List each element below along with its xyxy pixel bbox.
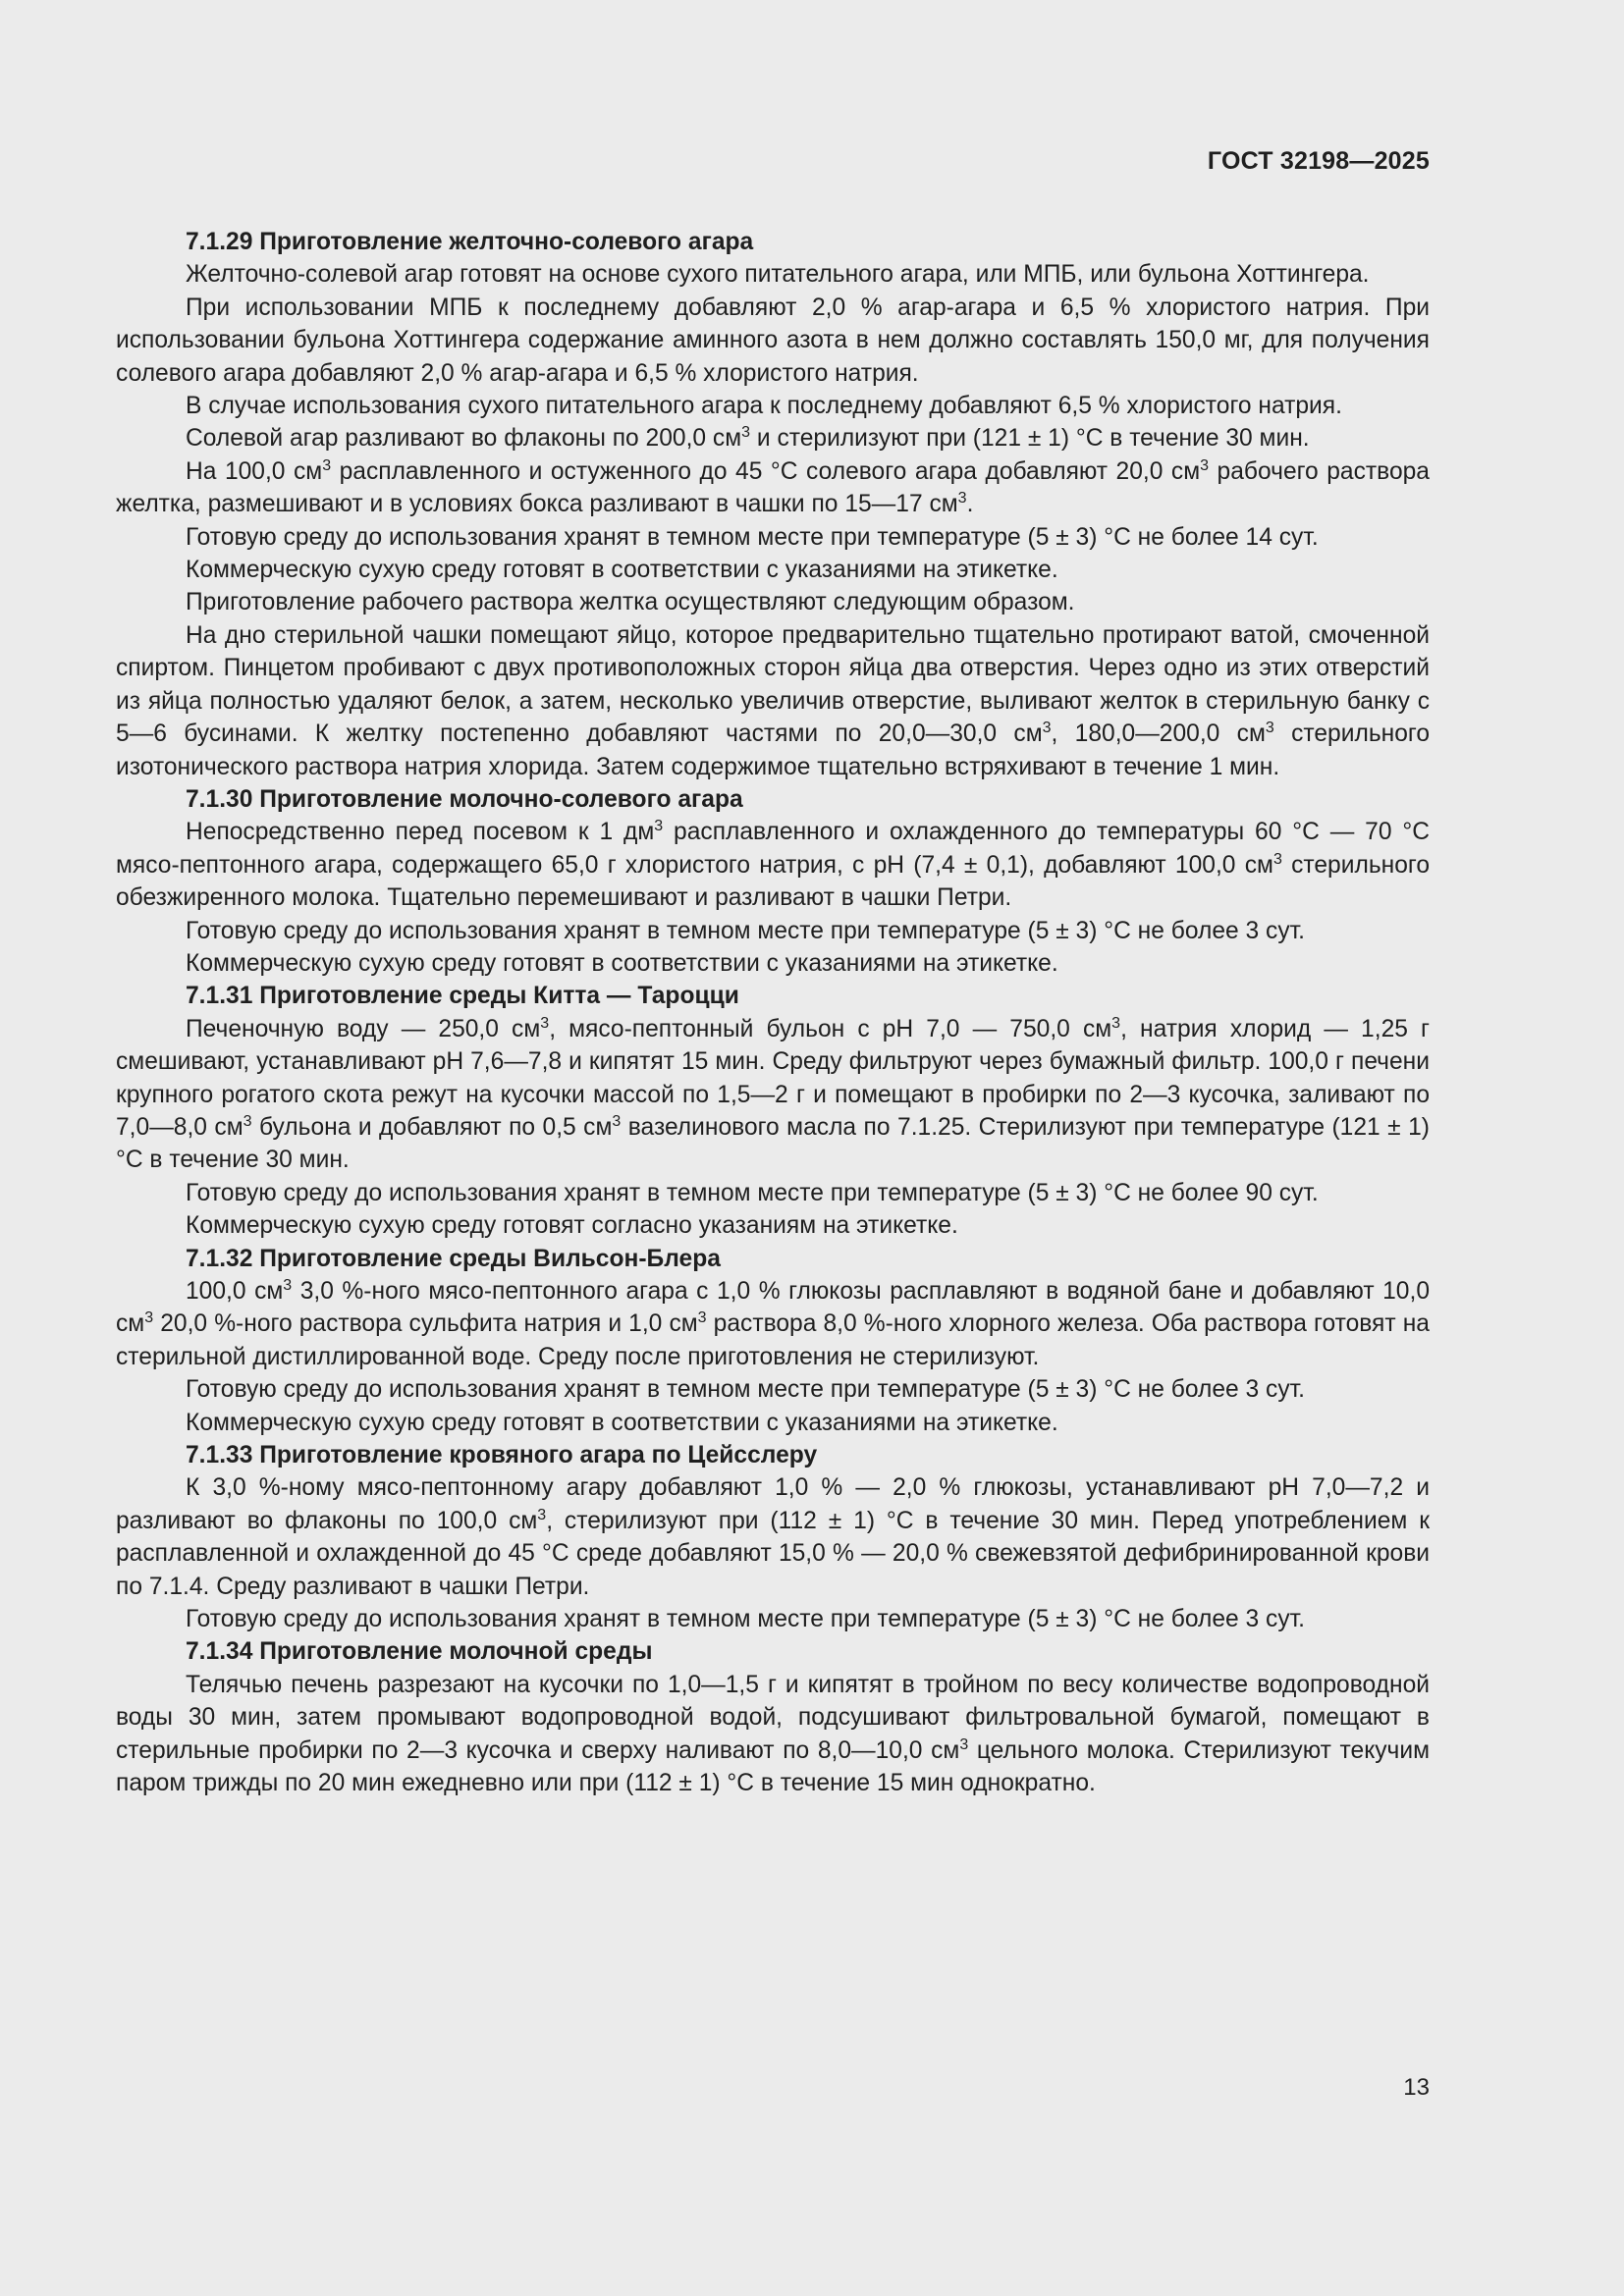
superscript: 3	[1200, 456, 1210, 474]
paragraph	[116, 816, 1430, 914]
text-run: Солевой агар разливают во флаконы по 200,0 см	[186, 425, 742, 453]
text-run: Непосредственно перед посевом к 1 дм	[186, 819, 655, 846]
text-run: Коммерческую сухую среду готовят в соответствии с указаниями на этикетке.	[186, 1409, 1058, 1436]
paragraph	[116, 586, 1430, 618]
text-run: , натрия хлорид — 1,25 г смешивают, устанавливают рН 7,6—7,8 и кипятят 15 мин. Среду фильтруют через бумажный фильтр. 100,0 г печени крупного рогатого скота режут на кусочки массой по 1,5—2 г и помещают в пробирки по 2—3 кусочка, заливают по 7,0—8,0 см	[116, 1015, 1431, 1141]
paragraph	[116, 292, 1430, 390]
paragraph	[116, 1013, 1430, 1177]
paragraph	[116, 1603, 1430, 1635]
paragraph	[116, 1373, 1430, 1406]
text-run: Готовую среду до использования хранят в темном месте при температуре (5 ± 3) °С не более 3 сут.	[186, 1376, 1305, 1404]
text-run: Печеночную воду — 250,0 см	[186, 1015, 541, 1042]
paragraph	[116, 1177, 1430, 1209]
text-run: Телячью печень разрезают на кусочки по 1,0—1,5 г и кипятят в тройном по весу количестве водопроводной воды 30 мин, затем промывают водопроводной водой, подсушивают фильтровальной бумагой, помещают в стерильные пробирки по 2—3 кусочка и сверху наливают по 8,0—10,0 см	[116, 1671, 1430, 1764]
section-heading: 7.1.30 Приготовление молочно-солевого агара	[186, 785, 743, 813]
text-run: Коммерческую сухую среду готовят согласно указаниям на этикетке.	[186, 1212, 958, 1240]
text-run: В случае использования сухого питательного агара к последнему добавляют 6,5 % хлористого натрия.	[186, 393, 1342, 420]
paragraph	[116, 258, 1430, 291]
paragraph	[116, 1209, 1430, 1242]
text-run: 100,0 см	[186, 1278, 284, 1305]
superscript: 3	[283, 1277, 293, 1294]
paragraph	[116, 1471, 1430, 1603]
text-run: Коммерческую сухую среду готовят в соответствии с указаниями на этикетке.	[186, 949, 1058, 977]
paragraph	[116, 947, 1430, 980]
superscript: 3	[144, 1309, 154, 1327]
text-run: К 3,0 %-ному мясо-пептонному агару добавляют 1,0 % — 2,0 % глюкозы, устанавливают рН 7,0—7,2 и разливают во флаконы по 100,0 см	[116, 1474, 1430, 1534]
text-run: стерильного изотонического раствора натрия хлорида. Затем содержимое тщательно встряхивают в течение 1 мин.	[116, 721, 1431, 780]
superscript: 3	[1265, 720, 1274, 737]
text-run: , мясо-пептонный бульон с рН 7,0 — 750,0 см	[549, 1015, 1112, 1042]
text-run: цельного молока. Стерилизуют текучим паром трижды по 20 мин ежедневно или при (112 ± 1) °С в течение 15 мин однократно.	[116, 1736, 1430, 1797]
superscript: 3	[741, 424, 751, 442]
text-run: , 180,0—200,0 см	[1051, 721, 1266, 748]
paragraph	[116, 390, 1430, 422]
superscript: 3	[322, 456, 332, 474]
text-run: расплавленного и охлажденного до температуры 60 °С — 70 °С мясо-пептонного агара, содержащего 65,0 г хлористого натрия, с рН (7,4 ± 0,1), добавляют 100,0 см	[116, 819, 1430, 879]
paragraph	[116, 619, 1430, 783]
paragraph	[116, 554, 1430, 586]
paragraph	[116, 1669, 1430, 1800]
document-body	[116, 226, 1430, 1800]
superscript: 3	[957, 490, 967, 507]
section-heading: 7.1.33 Приготовление кровяного агара по Цейсслеру	[186, 1442, 818, 1469]
section-heading: 7.1.29 Приготовление желточно-солевого агара	[186, 229, 754, 255]
section-heading: 7.1.34 Приготовление молочной среды	[186, 1638, 653, 1666]
superscript: 3	[540, 1014, 550, 1032]
superscript: 3	[1272, 850, 1282, 868]
text-run: Готовую среду до использования хранят в темном месте при температуре (5 ± 3) °С не более 90 сут.	[186, 1179, 1319, 1206]
text-run: Желточно-солевой агар готовят на основе сухого питательного агара, или МПБ, или бульона Хоттингера.	[186, 261, 1370, 289]
text-run: .	[966, 491, 974, 518]
section-heading: 7.1.31 Приготовление среды Китта — Тароцци	[186, 983, 739, 1010]
superscript: 3	[959, 1735, 969, 1753]
superscript: 3	[697, 1309, 707, 1327]
text-run: Коммерческую сухую среду готовят в соответствии с указаниями на этикетке.	[186, 557, 1058, 584]
superscript: 3	[1042, 720, 1052, 737]
paragraph	[116, 422, 1430, 454]
page-number: 13	[1403, 2074, 1430, 2101]
text-run: Готовую среду до использования хранят в темном месте при температуре (5 ± 3) °С не более 14 сут.	[186, 523, 1319, 551]
text-run: При использовании МПБ к последнему добавляют 2,0 % агар-агара и 6,5 % хлористого натрия. При использовании бульона Хоттингера содержание аминного азота в нем должно составлять 150,0 мг, для получения солевого агара добавляют 2,0 % агар-агара и 6,5 % хлористого натрия.	[116, 294, 1430, 387]
superscript: 3	[1111, 1014, 1121, 1032]
text-run: и стерилизуют при (121 ± 1) °С в течение 30 мин.	[750, 425, 1310, 453]
superscript: 3	[537, 1506, 547, 1523]
text-run: , стерилизуют при (112 ± 1) °С в течение 30 мин. Перед употреблением к расплавленной и охлажденной до 45 °С среде добавляют 15,0 % — 20,0 % свежевзятой дефибринированной крови по 7.1.4. Среду разливают в чашки Петри.	[116, 1507, 1431, 1600]
paragraph	[116, 915, 1430, 947]
paragraph	[116, 1407, 1430, 1439]
superscript: 3	[654, 818, 664, 835]
text-run: расплавленного и остуженного до 45 °С солевого агара добавляют 20,0 см	[331, 457, 1201, 485]
text-run: На 100,0 см	[186, 457, 323, 485]
paragraph	[116, 521, 1430, 554]
text-run: раствора 8,0 %-ного хлорного железа. Оба раствора готовят на стерильной дистиллированной воде. Среду после приготовления не стерилизуют.	[116, 1310, 1430, 1370]
text-run: На дно стерильной чашки помещают яйцо, которое предварительно тщательно протирают ватой, смоченной спиртом. Пинцетом пробивают с двух противоположных сторон яйца два отверстия. Через одно из этих отверстий из яйца полностью удаляют белок, а затем, несколько увеличив отверстие, выливают желток в стерильную банку с 5—6 бусинами. К желтку постепенно добавляют частями по 20,0—30,0 см	[116, 621, 1430, 748]
text-run: вазелинового масла по 7.1.25. Стерилизуют при температуре (121 ± 1) °С в течение 30 мин.	[116, 1113, 1430, 1174]
text-run: бульона и добавляют по 0,5 см	[251, 1113, 613, 1141]
text-run: 3,0 %-ного мясо-пептонного агара с 1,0 % глюкозы расплавляют в водяной бане и добавляют 10,0 см	[116, 1278, 1430, 1338]
text-run: Готовую среду до использования хранят в темном месте при температуре (5 ± 3) °С не более 3 сут.	[186, 917, 1305, 944]
text-run: Приготовление рабочего раствора желтка осуществляют следующим образом.	[186, 589, 1075, 616]
paragraph	[116, 455, 1430, 521]
text-run: стерильного обезжиренного молока. Тщательно перемешивают и разливают в чашки Петри.	[116, 851, 1430, 912]
superscript: 3	[612, 1112, 622, 1130]
superscript: 3	[243, 1112, 252, 1130]
text-run: Готовую среду до использования хранят в темном месте при температуре (5 ± 3) °С не более 3 сут.	[186, 1606, 1305, 1633]
section-heading: 7.1.32 Приготовление среды Вильсон-Блера	[186, 1245, 721, 1272]
document-code: ГОСТ 32198—2025	[1207, 147, 1430, 175]
text-run: 20,0 %-ного раствора сульфита натрия и 1,0 см	[153, 1310, 698, 1338]
paragraph	[116, 1275, 1430, 1373]
text-run: рабочего раствора желтка, размешивают и в условиях бокса разливают в чашки по 15—17 см	[116, 457, 1430, 518]
